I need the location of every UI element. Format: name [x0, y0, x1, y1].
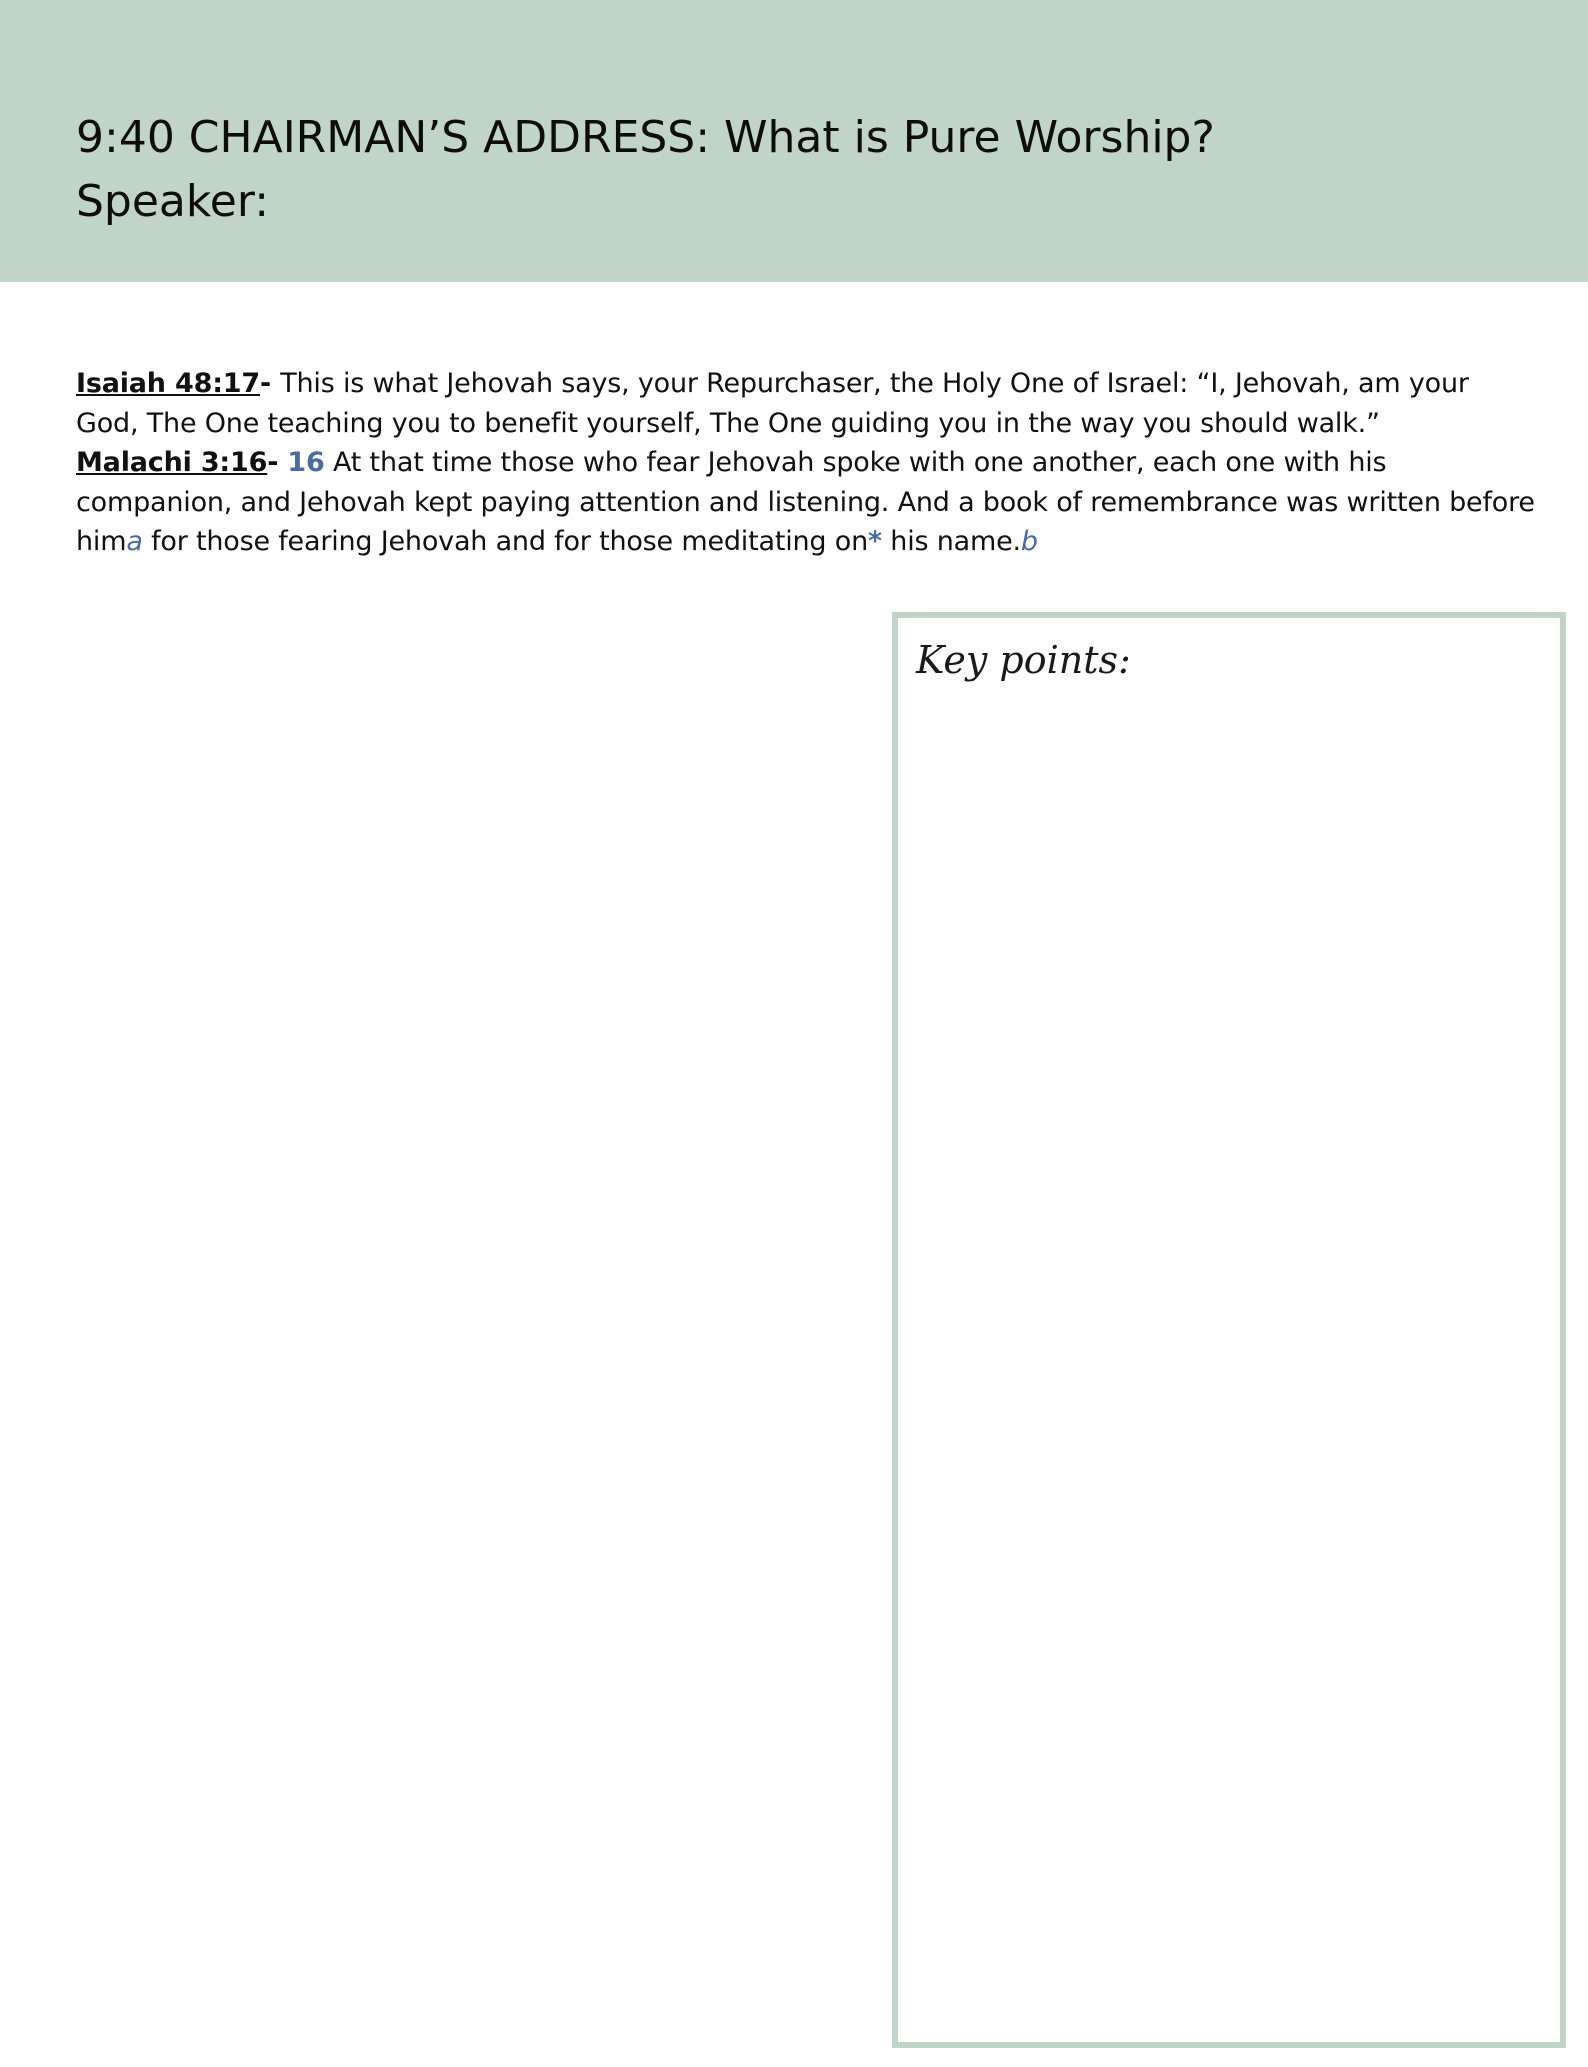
malachi-separator: - — [267, 447, 288, 478]
malachi-text-3: his name. — [881, 526, 1021, 557]
speaker-label: Speaker: — [76, 176, 270, 227]
scripture-block — [76, 364, 1536, 562]
footnote-a-link[interactable]: a — [126, 526, 143, 557]
page-title: 9:40 CHAIRMAN’S ADDRESS: What is Pure Worship? — [76, 112, 1215, 163]
malachi-reference: Malachi 3:16 — [76, 447, 268, 478]
isaiah-reference: Isaiah 48:17 — [76, 368, 260, 399]
verse-number[interactable]: 16 — [287, 447, 325, 478]
isaiah-text: This is what Jehovah says, your Repurchaser, the Holy One of Israel: “I, Jehovah, am your God, The One teaching you to benefit yourself, The One guiding you in the way you should walk.” — [76, 368, 1469, 439]
footnote-star-link[interactable]: * — [867, 526, 882, 557]
key-points-box[interactable] — [892, 612, 1566, 2048]
header-band — [0, 0, 1588, 282]
isaiah-passage — [76, 364, 1536, 443]
malachi-text-2: for those fearing Jehovah and for those meditating on — [142, 526, 868, 557]
key-points-label: Key points: — [916, 638, 1131, 682]
malachi-passage — [76, 443, 1536, 562]
isaiah-separator: - — [259, 368, 281, 399]
malachi-text-1: At that time those who fear Jehovah spoke with one another, each one with his companion, and Jehovah kept paying attention and listening. And a book of remembrance was written before him — [76, 447, 1535, 557]
footnote-b-link[interactable]: b — [1020, 526, 1038, 557]
